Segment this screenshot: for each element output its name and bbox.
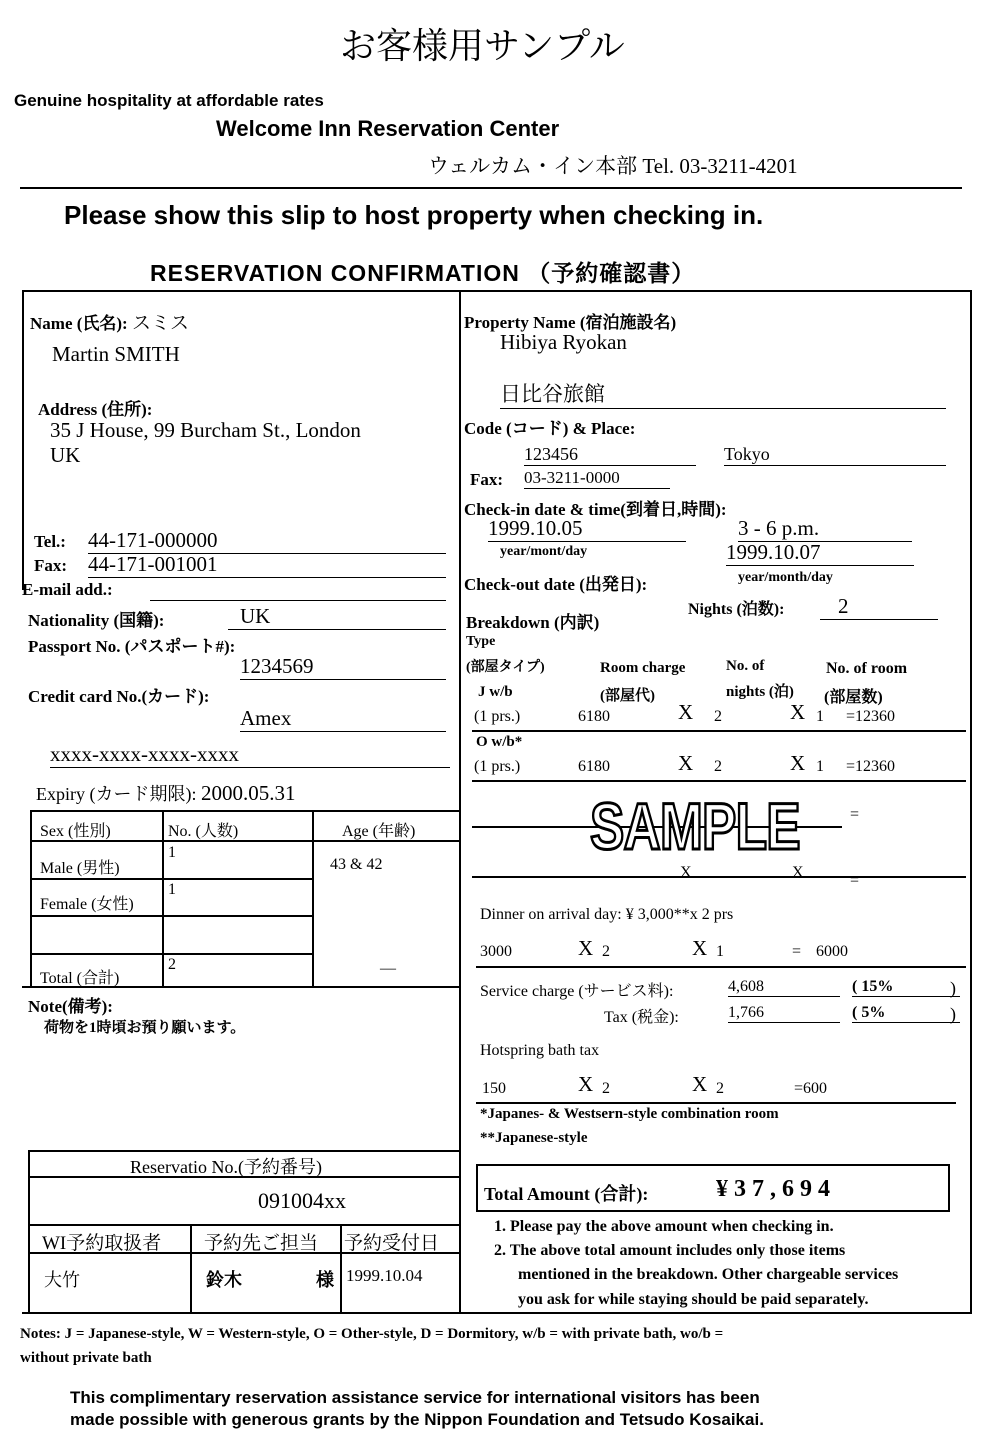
total-age: — [380, 960, 396, 977]
address-line1: 35 J House, 99 Burcham St., London [50, 418, 361, 442]
dinner-line [476, 966, 966, 968]
property-name-en: Hibiya Ryokan [500, 330, 627, 354]
code-label: Code (コード) & Place: [464, 419, 636, 438]
note-label: Note(備考): [28, 997, 113, 1016]
row2-total: =12360 [846, 758, 896, 775]
footnote2: **Japanese-style [480, 1130, 588, 1146]
room-charge-label: Room charge [600, 660, 686, 676]
checkout-label: Check-out date (出発日): [464, 575, 648, 594]
date-format2: year/month/day [738, 570, 833, 585]
property-fax-label: Fax: [470, 470, 504, 489]
grant-line1: This complimentary reservation assistance service for international visitors has been [70, 1388, 760, 1407]
payment-note2b: mentioned in the breakdown. Other chargeable services [518, 1266, 899, 1283]
row2-line [472, 780, 966, 782]
card-number: xxxx-xxxx-xxxx-xxxx [50, 742, 450, 768]
card-label: Credit card No.(カード): [28, 687, 210, 706]
checkin-time: 3 - 6 p.m. [738, 516, 912, 542]
tel-label: Tel.: [34, 532, 66, 551]
received-date: 1999.10.04 [346, 1266, 423, 1285]
party-table-row2-line [30, 915, 314, 917]
tax-close-paren: ) [950, 1004, 956, 1024]
staff-header-contact: 予約先ご担当 [204, 1233, 319, 1254]
total-count: 2 [168, 956, 176, 973]
notes-line1: Notes: J = Japanese-style, W = Western-style, O = Other-style, D = Dormitory, w/b = with private bath, wo/b = [20, 1326, 724, 1342]
row2-type: O w/b* [476, 734, 523, 750]
total-label: Total (合計) [40, 970, 120, 987]
expiry-value: 2000.05.31 [200, 781, 296, 805]
contact-suffix: 様 [316, 1270, 334, 1290]
row2-persons: (1 prs.) [474, 758, 521, 775]
tax-label: Tax (税金): [604, 1009, 679, 1026]
row4-line [472, 876, 966, 878]
male-label: Male (男性) [40, 860, 120, 877]
rooms-col-label: No. of room [826, 660, 908, 677]
resv-top [28, 1150, 461, 1152]
service-pct: ( 15% [852, 978, 960, 997]
type-label: Type [466, 634, 496, 649]
email-label: E-mail add.: [22, 580, 113, 599]
resv-number: 091004xx [258, 1188, 346, 1213]
card-type: Amex [240, 706, 446, 732]
service-close-paren: ) [950, 978, 956, 998]
property-name-ja: 日比谷旅館 [500, 378, 946, 409]
resv-number-label: Reservatio No.(予約番号) [130, 1157, 322, 1177]
checkout-date: 1999.10.07 [726, 540, 914, 566]
form-top-border [22, 290, 972, 292]
address-line2: UK [50, 443, 81, 467]
dinner-rooms: 1 [716, 943, 724, 960]
hotspring-total-value: 600 [803, 1080, 828, 1097]
payment-note1: 1. Please pay the above amount when checking in. [494, 1218, 834, 1235]
dinner-x2: X [692, 936, 708, 960]
sample-title: お客様用サンプル [340, 26, 625, 66]
party-table-row3-line [30, 953, 314, 955]
party-header-sex: Sex (性別) [40, 823, 111, 840]
staff-col1 [190, 1224, 192, 1312]
expiry-row [36, 780, 295, 806]
service-label: Service charge (サービス料): [480, 983, 674, 1000]
tagline: Genuine hospitality at affordable rates [14, 91, 324, 110]
property-fax: 03-3211-0000 [524, 468, 670, 489]
grant-line2: made possible with generous grants by the Nippon Foundation and Tetsudo Kosaikai. [70, 1410, 764, 1429]
contact-name: 鈴木 [206, 1270, 242, 1290]
email-line [150, 580, 446, 601]
tel-value: 44-171-000000 [88, 528, 446, 554]
form-center-divider [459, 290, 461, 1314]
doc-title: RESERVATION CONFIRMATION （予約確認書） [150, 260, 696, 286]
expiry-label: Expiry (カード期限): [36, 784, 197, 804]
row1-type: J w/b [478, 684, 513, 700]
service-amount: 4,608 [728, 978, 840, 997]
hotspring-n1: 2 [602, 1080, 610, 1097]
row2-rooms: 1 [816, 758, 824, 775]
row4-x2: X [792, 864, 804, 881]
nationality-value: UK [228, 604, 446, 630]
resv-left [28, 1150, 30, 1312]
address-label: Address (住所): [38, 400, 153, 419]
guest-name: Martin SMITH [52, 342, 180, 366]
row2-nights: 2 [714, 758, 722, 775]
form-right-border [970, 290, 972, 1314]
row1-x1: X [678, 700, 694, 724]
row2-x1: X [678, 751, 694, 775]
rooms-col-label-ja: (部屋数) [824, 689, 883, 706]
hq-tel: ウェルカム・イン本部 Tel. 03-3211-4201 [428, 154, 798, 178]
male-count: 1 [168, 844, 176, 861]
dinner-x1: X [578, 936, 594, 960]
row4-x1: X [680, 864, 692, 881]
tax-pct: ( 5% [852, 1004, 960, 1023]
dinner-nights: 2 [602, 943, 610, 960]
footnote1: *Japanes- & Westsern-style combination room [480, 1106, 779, 1122]
wi-staff: 大竹 [44, 1270, 80, 1290]
hotspring-line [476, 1102, 956, 1104]
party-ages: 43 & 42 [330, 856, 383, 873]
row3-eq: = [850, 806, 860, 823]
dinner-total: 6000 [816, 943, 848, 960]
dinner-label: Dinner on arrival day: ¥ 3,000**x 2 prs [480, 906, 734, 923]
party-table-top [30, 810, 461, 812]
row2-charge: 6180 [578, 758, 610, 775]
party-table-row1-line [30, 878, 314, 880]
hotspring-x1: X [578, 1072, 594, 1096]
nights-col-label: No. of [726, 658, 765, 674]
nights-col-label2: nights (泊) [726, 684, 794, 700]
female-label: Female (女性) [40, 896, 134, 913]
hotspring-total: =600 [794, 1080, 828, 1097]
name-label [30, 308, 189, 335]
row1-line [472, 730, 966, 732]
form-bottom-border [22, 1312, 972, 1314]
notes-line2: without private bath [20, 1350, 152, 1366]
payment-note2c: you ask for while staying should be paid separately. [518, 1291, 869, 1308]
fax-value: 44-171-001001 [88, 552, 446, 578]
nationality-label: Nationality (国籍): [28, 611, 165, 630]
payment-note2a: 2. The above total amount includes only those items [494, 1242, 846, 1259]
center-name: Welcome Inn Reservation Center [216, 116, 560, 141]
property-code: 123456 [524, 444, 696, 466]
hotspring-x2: X [692, 1072, 708, 1096]
passport-label: Passport No. (パスポート#): [28, 637, 236, 656]
checkin-label: Check-in date & time(到着日,時間): [464, 500, 727, 519]
female-count: 1 [168, 881, 176, 898]
total-amount-value: ¥ 3 7 , 6 9 4 [716, 1176, 830, 1202]
resv-number-line [28, 1224, 461, 1226]
row1-x2: X [790, 700, 806, 724]
staff-header-date: 予約受付日 [344, 1233, 440, 1254]
hotspring-label: Hotspring bath tax [480, 1042, 600, 1059]
checkin-date: 1999.10.05 [488, 516, 686, 542]
row1-rooms: 1 [816, 708, 824, 725]
staff-col2 [340, 1224, 342, 1312]
party-header-age: Age (年齢) [342, 823, 416, 840]
dinner-price: 3000 [480, 943, 512, 960]
property-place: Tokyo [724, 444, 946, 466]
row1-nights: 2 [714, 708, 722, 725]
form-left-border [22, 290, 24, 590]
tax-amount: 1,766 [728, 1004, 840, 1023]
passport-value: 1234569 [240, 654, 446, 680]
nights-label: Nights (泊数): [688, 601, 785, 618]
party-table-left [30, 810, 32, 988]
name-kana: スミス [131, 313, 189, 334]
name-label-text: Name (氏名): [30, 314, 128, 333]
fax-label: Fax: [34, 556, 68, 575]
breakdown-label: Breakdown (内訳) [466, 613, 600, 632]
row1-persons: (1 prs.) [474, 708, 521, 725]
room-charge-label-ja: (部屋代) [600, 688, 655, 704]
hotspring-price: 150 [482, 1080, 506, 1097]
total-amount-label: Total Amount (合計): [484, 1184, 649, 1204]
row1-total: =12360 [846, 708, 896, 725]
sample-stamp: SAMPLE [590, 789, 800, 863]
nights-value: 2 [820, 594, 938, 620]
instruction: Please show this slip to host property when checking in. [64, 200, 764, 230]
header-divider [20, 187, 962, 189]
row1-charge: 6180 [578, 708, 610, 725]
party-table-col1 [162, 810, 164, 988]
note-text: 荷物を1時頃お預り願います。 [44, 1020, 246, 1036]
staff-header-wi: WI予約取扱者 [42, 1233, 162, 1254]
hotspring-n2: 2 [716, 1080, 724, 1097]
dinner-eq: = [792, 943, 802, 960]
type-label-ja: (部屋タイプ) [466, 660, 545, 675]
date-format: year/mont/day [500, 544, 588, 559]
party-table-col2 [312, 810, 314, 988]
row4-eq: = [850, 872, 860, 889]
party-header-no: No. (人数) [168, 823, 239, 840]
row2-x2: X [790, 751, 806, 775]
property-name-label: Property Name (宿泊施設名) [464, 313, 677, 332]
